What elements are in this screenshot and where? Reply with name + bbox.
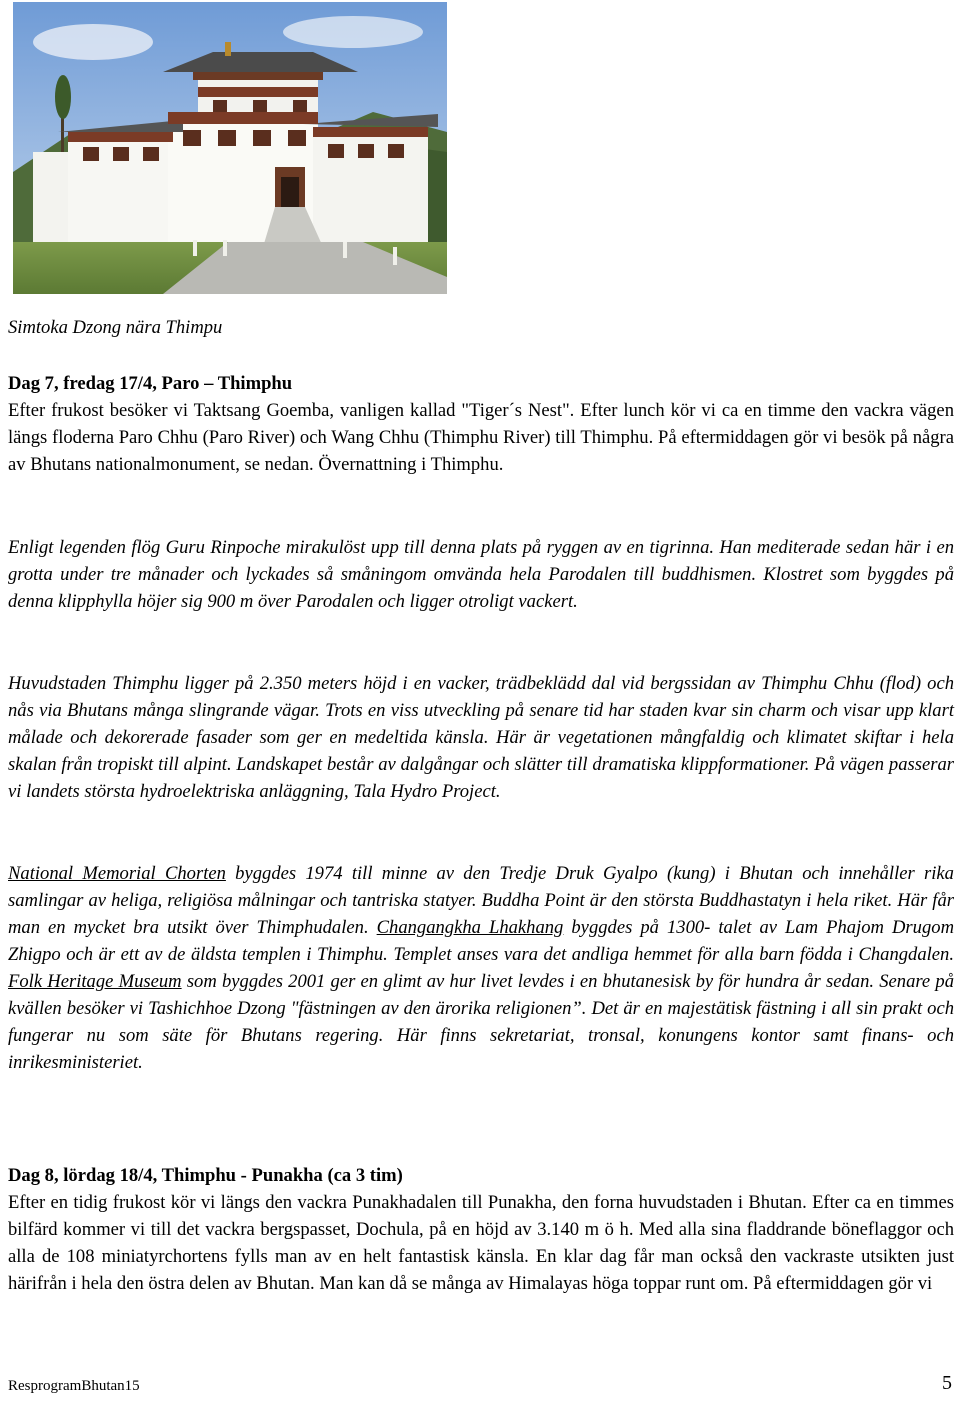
day7-title: Dag 7, fredag 17/4, Paro – Thimphu xyxy=(8,373,293,394)
day8-body: Efter en tidig frukost kör vi längs den vackra Punakhadalen till Punakha, den forna huvudstaden i Bhutan. Efter ca en timmes bilfärd kommer vi till det vackra bergspasset, Dochula, på en höjd av 3.140 m ö h. Med alla sina fladdrande böneflaggor och alla de 108 miniatyrchortens fylls man av en helt fantastisk känsla. En klar dag får man också den vackraste utsikten just härifrån i hela den östra delen av Bhutan. Man kan då se många av Himalayas höga toppar runt om. På eftermiddagen gör vi xyxy=(8,1192,954,1294)
day7-section xyxy=(8,370,954,478)
sights-text-3: som byggdes 2001 ger en glimt av hur livet levdes i en bhutanesisk by för hundra år sedan. Senare på kvällen besöker vi Tashichhoe Dzong "fästningen av den ärorika religionen”. Det är en majestätisk fästning i all sin prakt och fungerar nu som säte för Bhutans regering. Här finns sekretariat, tronsal, konungens kontor samt finans- och inrikesministeriet. xyxy=(8,971,954,1073)
simtoka-dzong-photo xyxy=(13,2,447,294)
sights-text-1: byggdes 1974 till minne av den Tredje Druk Gyalpo (kung) i Bhutan och innehåller rika samlingar av heliga, religiösa målningar och tantriska statyer. Buddha Point är den största Buddhastatyn i hela riket. Här får man en mycket bra utsikt över Thimphudalen. xyxy=(8,863,954,938)
photo-caption: Simtoka Dzong nära Thimpu xyxy=(8,317,223,338)
day7-body: Efter frukost besöker vi Taktsang Goemba, vanligen kallad "Tiger´s Nest". Efter lunch kör vi ca en timme den vackra vägen längs floderna Paro Chhu (Paro River) och Wang Chhu (Thimphu River) till Thimphu. På eftermiddagen gör vi besök på några av Bhutans nationalmonument, se nedan. Övernattning i Thimphu. xyxy=(8,400,954,475)
sights-text-2: byggdes på 1300- talet av Lam Phajom Drugom Zhigpo och är ett av de äldsta templen i Thimphu. Templet anses vara det andliga hemmet för alla barn födda i Changdalen. xyxy=(8,917,954,965)
footer-doc-name: ResprogramBhutan15 xyxy=(8,1378,140,1394)
legend-paragraph: Enligt legenden flög Guru Rinpoche mirakulöst upp till denna plats på ryggen av en tigrinna. Han mediterade sedan här i en grotta under tre månader och lyckades så småningom omvända hela Parodalen till buddhismen. Klostret som byggdes på denna klipphylla höjer sig 900 m över Parodalen och ligger otroligt vackert. xyxy=(8,537,954,612)
folk-heritage-museum-link[interactable]: Folk Heritage Museum xyxy=(8,971,182,992)
day8-title: Dag 8, lördag 18/4, Thimphu - Punakha (ca 3 tim) xyxy=(8,1165,403,1186)
changangkha-lhakhang-link[interactable]: Changangkha Lhakhang xyxy=(376,917,564,938)
capital-paragraph: Huvudstaden Thimphu ligger på 2.350 meters höjd i en vacker, trädbeklädd dal vid bergssidan av Thimphu Chhu (flod) och nås via Bhutans många slingrande vägar. Trots en viss utveckling på senare tid har staden kvar sin charm och visar upp klart målade och dekorerade fasader som ger en medeltida känsla. Här är vegetationen mångfaldig och klimatet skiftar i hela skalan från tropiskt till alpint. Landskapet består av dalgångar och slätter till dramatiska klippformationer. På vägen passerar vi landets största hydroelektriska anläggning, Tala Hydro Project. xyxy=(8,673,954,802)
national-memorial-chorten-link[interactable]: National Memorial Chorten xyxy=(8,863,226,884)
day8-section xyxy=(8,1162,954,1297)
page-number: 5 xyxy=(942,1372,952,1394)
sights-paragraph xyxy=(8,860,954,1076)
